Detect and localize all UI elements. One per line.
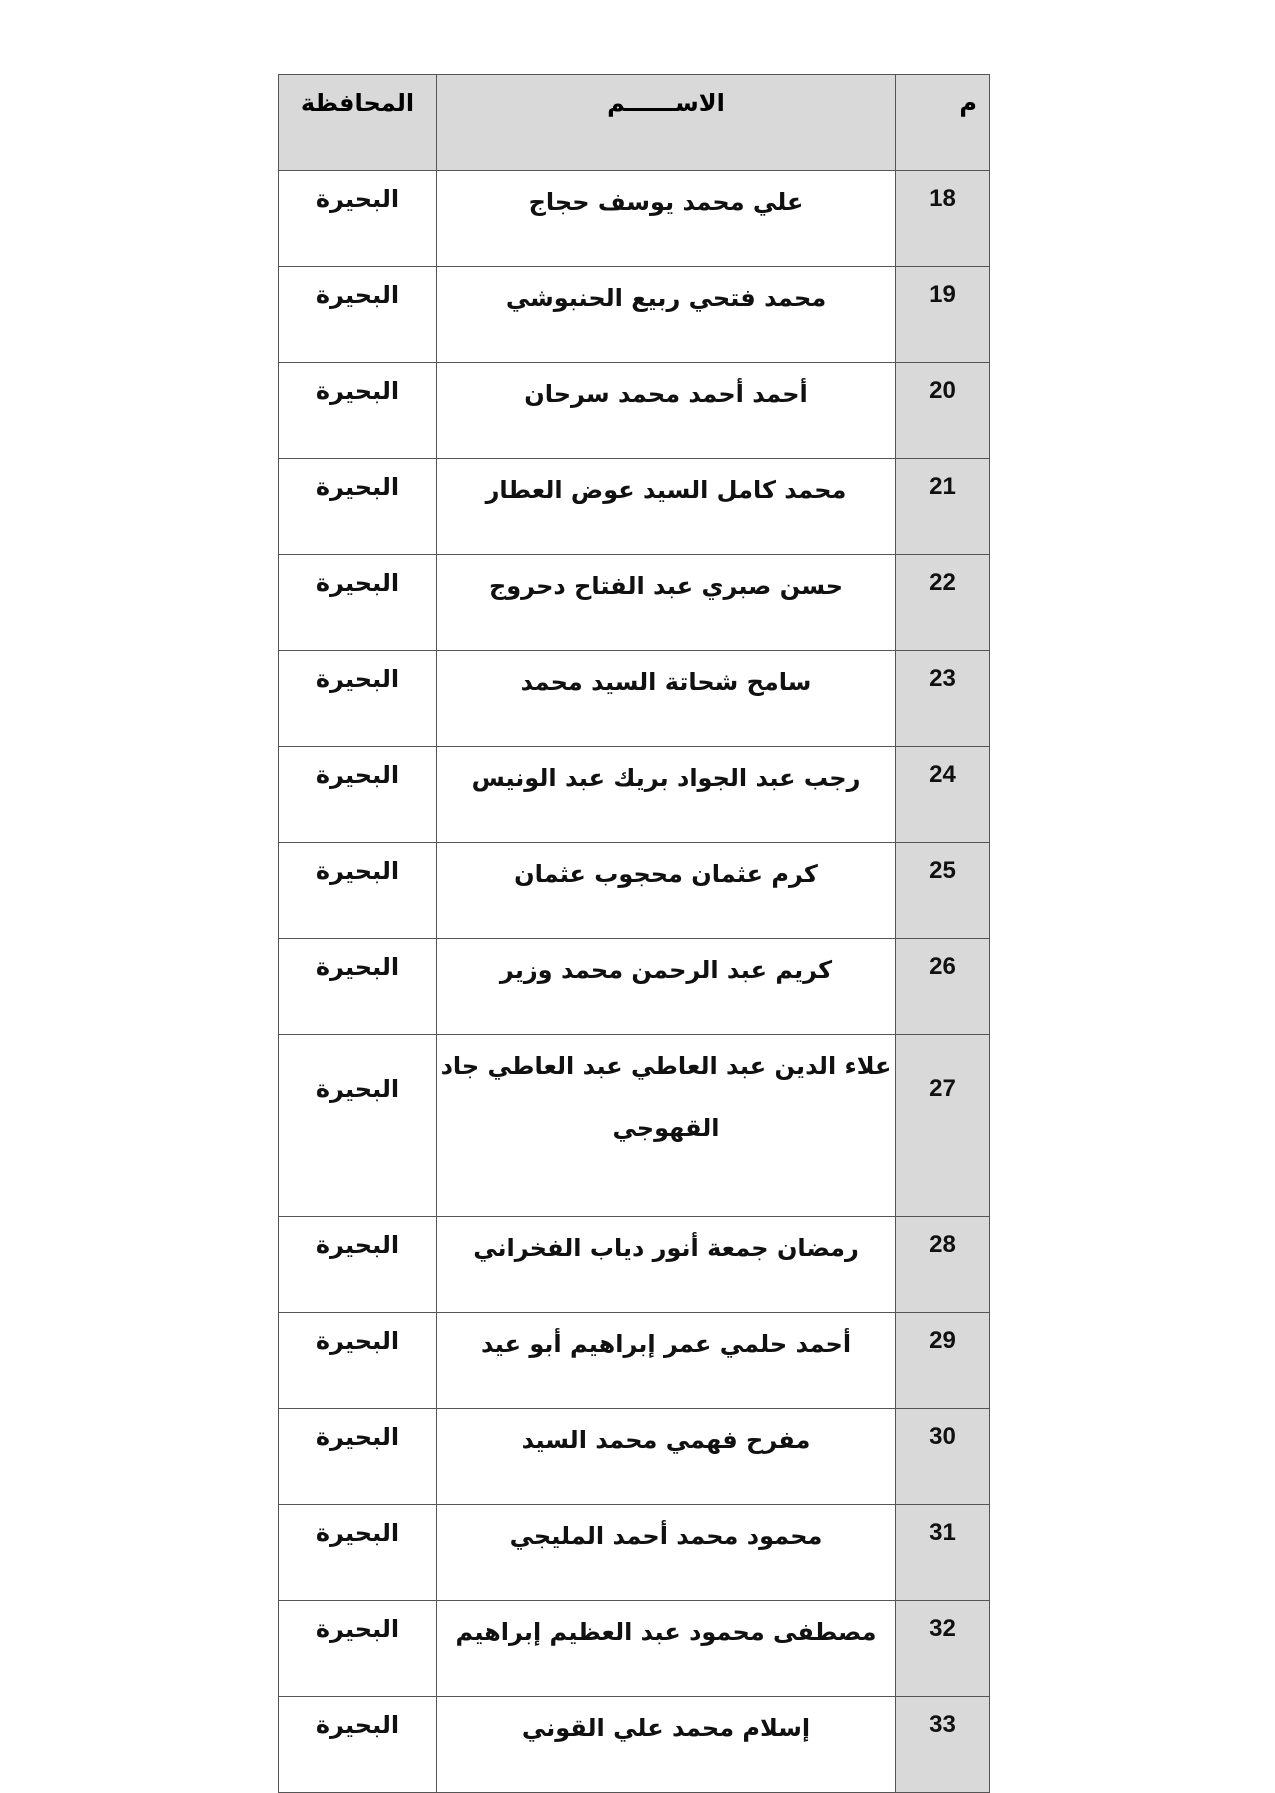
row-name: رجب عبد الجواد بريك عبد الونيس bbox=[437, 747, 896, 843]
row-governorate: البحيرة bbox=[279, 651, 437, 747]
header-name: الاســــــم bbox=[437, 75, 896, 171]
row-number: 24 bbox=[896, 747, 990, 843]
names-table bbox=[278, 74, 990, 1793]
row-name: مصطفى محمود عبد العظيم إبراهيم bbox=[437, 1601, 896, 1697]
header-number: م bbox=[896, 75, 990, 171]
row-number: 30 bbox=[896, 1409, 990, 1505]
row-number: 31 bbox=[896, 1505, 990, 1601]
row-number: 20 bbox=[896, 363, 990, 459]
row-governorate: البحيرة bbox=[279, 843, 437, 939]
row-number: 18 bbox=[896, 171, 990, 267]
row-number: 19 bbox=[896, 267, 990, 363]
table-row bbox=[279, 555, 990, 651]
table-row bbox=[279, 747, 990, 843]
row-number: 22 bbox=[896, 555, 990, 651]
table-header-row bbox=[279, 75, 990, 171]
header-governorate: المحافظة bbox=[279, 75, 437, 171]
row-number: 27 bbox=[896, 1035, 990, 1217]
row-number: 23 bbox=[896, 651, 990, 747]
row-name: علي محمد يوسف حجاج bbox=[437, 171, 896, 267]
row-governorate: البحيرة bbox=[279, 1505, 437, 1601]
row-number: 21 bbox=[896, 459, 990, 555]
row-number: 33 bbox=[896, 1697, 990, 1793]
row-governorate: البحيرة bbox=[279, 459, 437, 555]
row-name: رمضان جمعة أنور دياب الفخراني bbox=[437, 1217, 896, 1313]
table-row bbox=[279, 459, 990, 555]
table-row bbox=[279, 1601, 990, 1697]
table-row bbox=[279, 1697, 990, 1793]
row-name: سامح شحاتة السيد محمد bbox=[437, 651, 896, 747]
row-governorate: البحيرة bbox=[279, 171, 437, 267]
table-row bbox=[279, 267, 990, 363]
table-row bbox=[279, 843, 990, 939]
row-number: 26 bbox=[896, 939, 990, 1035]
row-name: أحمد حلمي عمر إبراهيم أبو عيد bbox=[437, 1313, 896, 1409]
row-number: 25 bbox=[896, 843, 990, 939]
table-row bbox=[279, 1035, 990, 1217]
document-page bbox=[278, 74, 989, 1793]
row-name: أحمد أحمد محمد سرحان bbox=[437, 363, 896, 459]
row-number: 32 bbox=[896, 1601, 990, 1697]
row-governorate: البحيرة bbox=[279, 1601, 437, 1697]
row-name: محمد فتحي ربيع الحنبوشي bbox=[437, 267, 896, 363]
row-governorate: البحيرة bbox=[279, 1697, 437, 1793]
row-governorate: البحيرة bbox=[279, 267, 437, 363]
table-row bbox=[279, 171, 990, 267]
row-number: 29 bbox=[896, 1313, 990, 1409]
row-name: مفرح فهمي محمد السيد bbox=[437, 1409, 896, 1505]
row-name: علاء الدين عبد العاطي عبد العاطي جاد القهوجي bbox=[437, 1035, 896, 1217]
row-name: إسلام محمد علي القوني bbox=[437, 1697, 896, 1793]
row-governorate: البحيرة bbox=[279, 939, 437, 1035]
row-name: محمد كامل السيد عوض العطار bbox=[437, 459, 896, 555]
table-row bbox=[279, 363, 990, 459]
row-governorate: البحيرة bbox=[279, 1409, 437, 1505]
row-governorate: البحيرة bbox=[279, 747, 437, 843]
row-name: كريم عبد الرحمن محمد وزير bbox=[437, 939, 896, 1035]
table-row bbox=[279, 939, 990, 1035]
table-row bbox=[279, 651, 990, 747]
row-governorate: البحيرة bbox=[279, 1035, 437, 1217]
row-governorate: البحيرة bbox=[279, 1217, 437, 1313]
row-governorate: البحيرة bbox=[279, 555, 437, 651]
table-row bbox=[279, 1505, 990, 1601]
table-row bbox=[279, 1313, 990, 1409]
row-name: كرم عثمان محجوب عثمان bbox=[437, 843, 896, 939]
row-governorate: البحيرة bbox=[279, 1313, 437, 1409]
row-number: 28 bbox=[896, 1217, 990, 1313]
row-name: محمود محمد أحمد المليجي bbox=[437, 1505, 896, 1601]
row-name: حسن صبري عبد الفتاح دحروج bbox=[437, 555, 896, 651]
table-row bbox=[279, 1409, 990, 1505]
table-row bbox=[279, 1217, 990, 1313]
row-governorate: البحيرة bbox=[279, 363, 437, 459]
